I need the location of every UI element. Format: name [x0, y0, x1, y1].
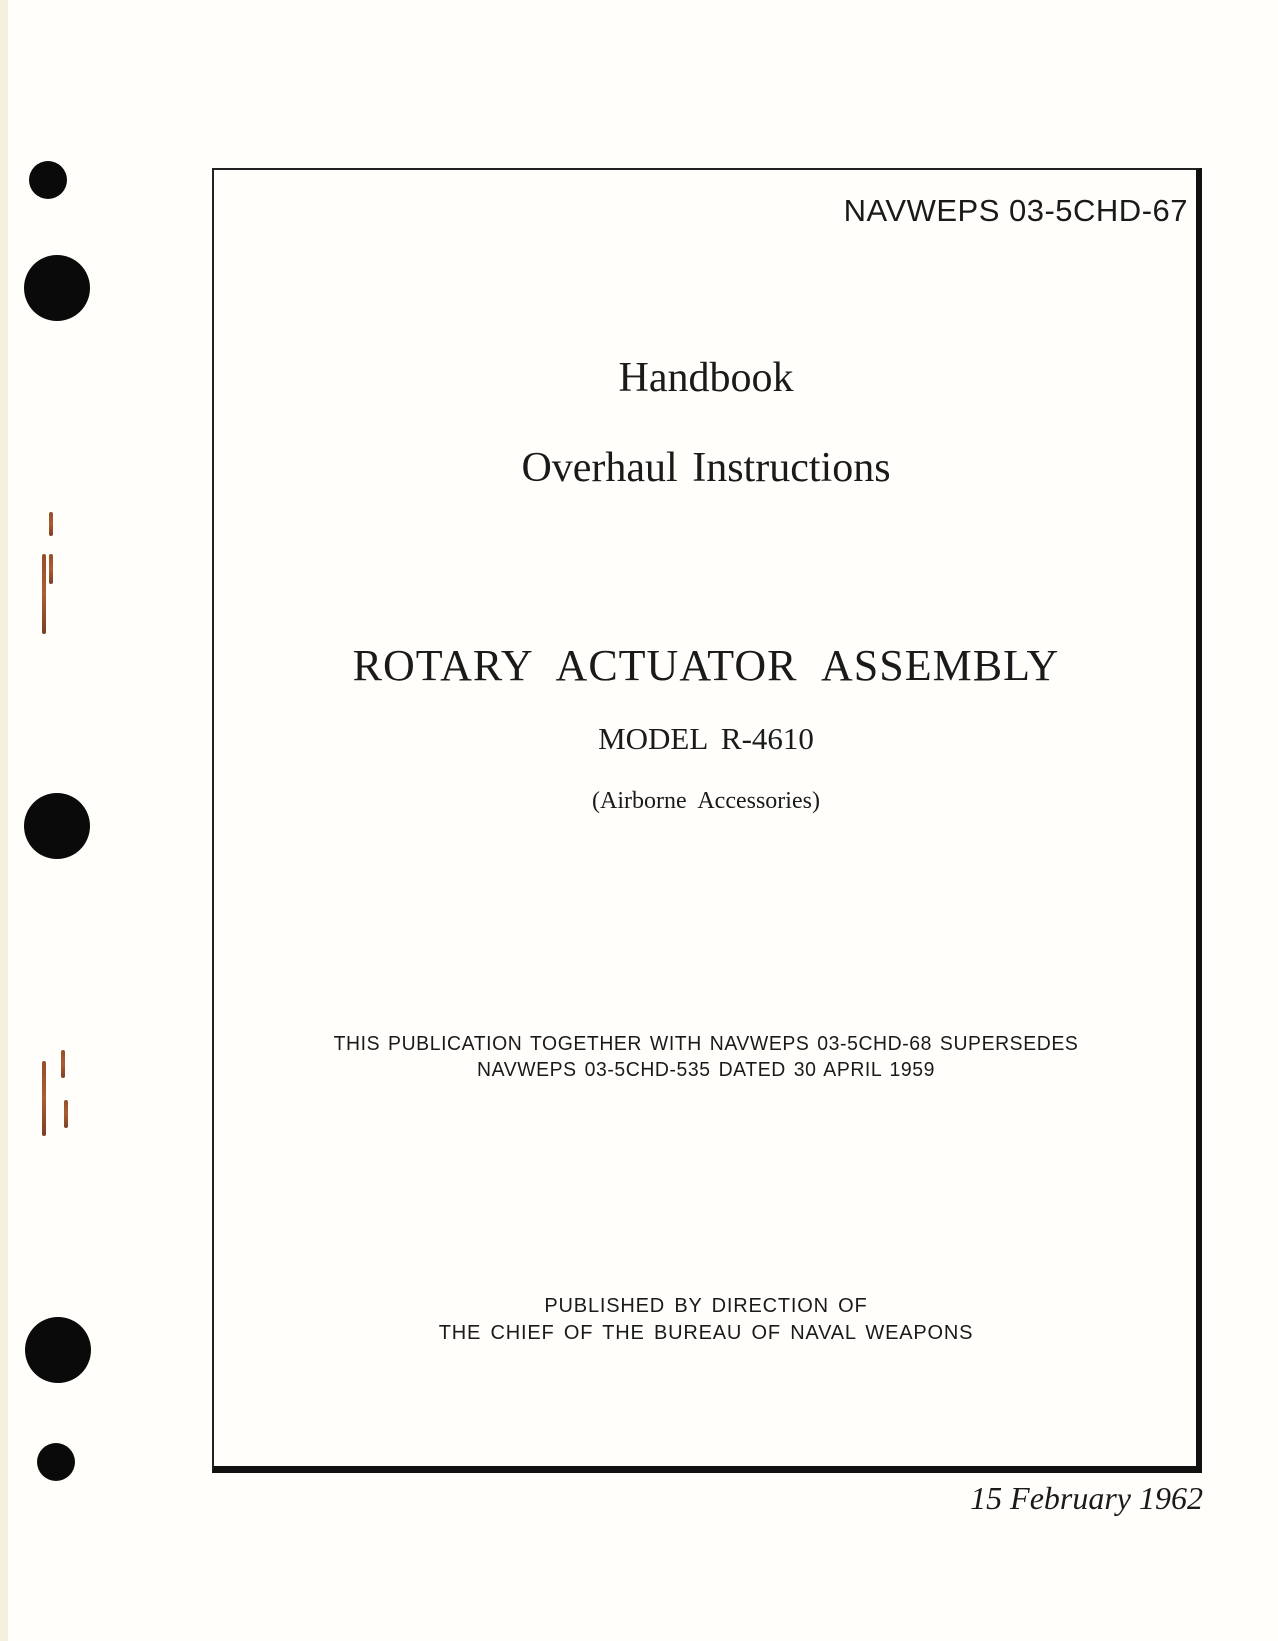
- document-number: NAVWEPS 03-5CHD-67: [843, 193, 1188, 228]
- document-type: Handbook: [618, 355, 794, 401]
- document-title: ROTARY ACTUATOR ASSEMBLY: [352, 641, 1060, 690]
- rust-stain: [49, 554, 53, 584]
- binder-hole: [37, 1443, 75, 1481]
- paper-edge: [0, 0, 8, 1641]
- rust-stain: [64, 1100, 68, 1128]
- supersedes-notice: [227, 1031, 1185, 1083]
- binder-hole: [29, 161, 67, 199]
- binder-hole: [25, 1317, 91, 1383]
- model-number: MODEL R-4610: [598, 721, 814, 756]
- rust-stain: [42, 1061, 46, 1136]
- publication-date: 15 February 1962: [970, 1480, 1203, 1516]
- rust-stain: [42, 554, 46, 634]
- binder-hole: [24, 793, 90, 859]
- manufacturer: (Airborne Accessories): [592, 788, 820, 814]
- rust-stain: [61, 1050, 65, 1078]
- binder-hole: [24, 255, 90, 321]
- authority-line-2: THE CHIEF OF THE BUREAU OF NAVAL WEAPONS: [438, 1322, 974, 1344]
- rust-stain: [49, 512, 53, 536]
- authority-line-1: PUBLISHED BY DIRECTION OF: [544, 1295, 868, 1317]
- supersedes-line-2: NAVWEPS 03-5CHD-535 DATED 30 APRIL 1959: [477, 1059, 935, 1081]
- supersedes-line-1: THIS PUBLICATION TOGETHER WITH NAVWEPS 03-5CHD-68 SUPERSEDES: [333, 1033, 1079, 1055]
- document-subtype: Overhaul Instructions: [521, 445, 891, 491]
- publishing-authority: [212, 1293, 1200, 1347]
